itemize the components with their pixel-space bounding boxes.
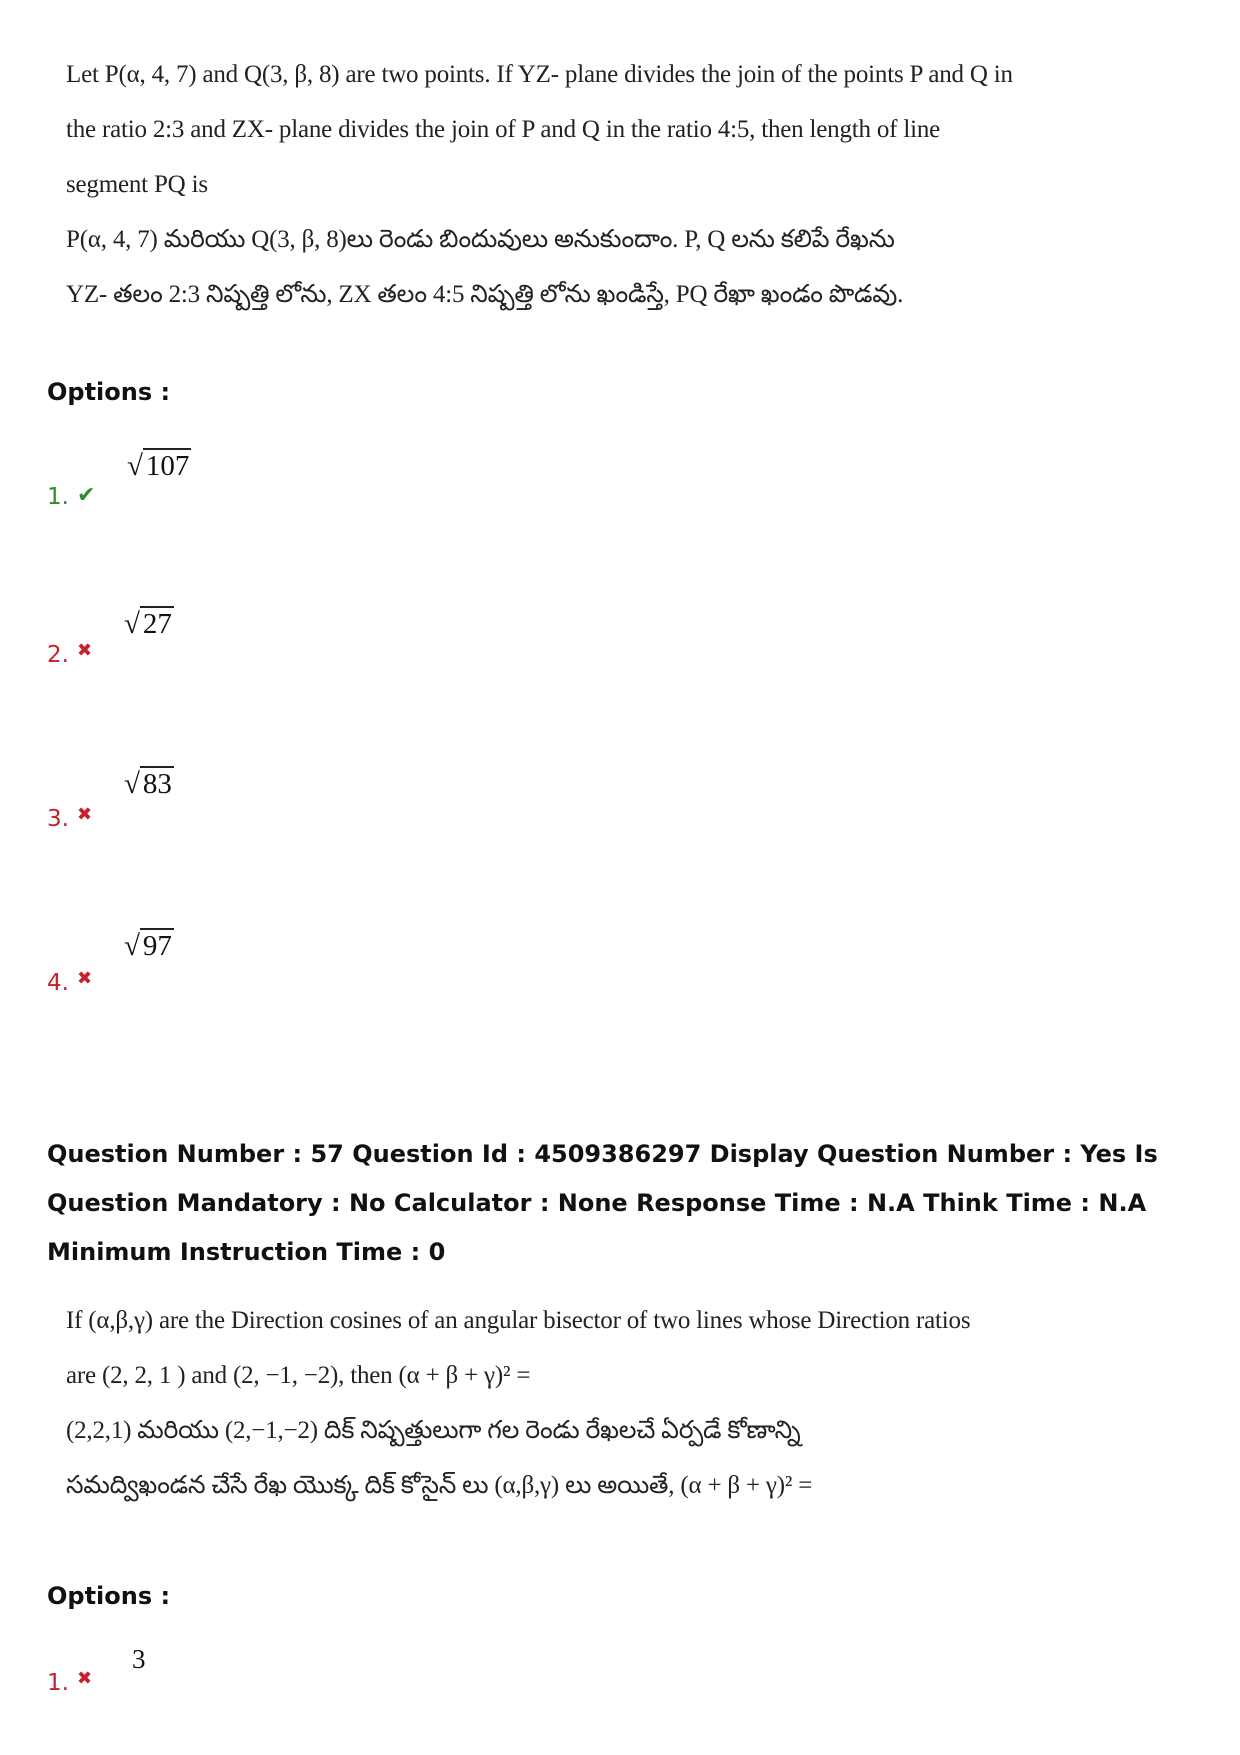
sqrt-icon: √	[124, 768, 140, 800]
question-line: If (α,β,γ) are the Direction cosines of an angular bisector of two lines whose Direction ratios	[66, 1307, 971, 1334]
option-value	[124, 768, 174, 801]
radicand: 97	[140, 928, 174, 962]
question-line-telugu: P(α, 4, 7) మరియు Q(3, β, 8)లు రెండు బిందువులు అనుకుందాం. P, Q లను కలిపే రేఖను	[66, 226, 895, 253]
question-line-telugu: (2,2,1) మరియు (2,−1,−2) దిక్ నిష్పత్తులుగా గల రెండు రేఖలచే ఏర్పడే కోణాన్ని	[66, 1417, 801, 1444]
question-57-text	[66, 1293, 971, 1513]
options-heading: Options :	[47, 1582, 171, 1610]
question-56-text	[66, 47, 1013, 322]
sqrt-icon: √	[127, 450, 143, 482]
question-line-telugu: YZ- తలం 2:3 నిష్పత్తి లోను, ZX తలం 4:5 నిష్పత్తి లోను ఖండిస్తే, PQ రేఖా ఖండం పొడవు.	[66, 281, 904, 308]
sqrt-icon: √	[124, 608, 140, 640]
cross-icon: ✖	[77, 1668, 93, 1689]
option-number: 1.	[47, 484, 69, 510]
option-number: 1.	[47, 1670, 69, 1696]
option-value	[127, 450, 191, 483]
question-metadata: Question Number : 57 Question Id : 4509386297 Display Question Number : Yes Is Question Mandatory : No Calculator : None Response Time : N.A Think Time : N.A Minimum Instruction Time : 0	[47, 1140, 1158, 1266]
option-number: 4.	[47, 970, 69, 996]
question-line: segment PQ is	[66, 171, 208, 198]
cross-icon: ✖	[77, 804, 93, 825]
option-value: 3	[132, 1644, 146, 1674]
options-heading: Options :	[47, 378, 171, 406]
option-value	[124, 608, 174, 641]
question-line: the ratio 2:3 and ZX- plane divides the join of P and Q in the ratio 4:5, then length of line	[66, 116, 941, 143]
cross-icon: ✖	[77, 640, 93, 661]
question-line: Let P(α, 4, 7) and Q(3, β, 8) are two points. If YZ- plane divides the join of the points P and Q in	[66, 61, 1013, 88]
option-number: 3.	[47, 806, 69, 832]
radicand: 27	[140, 606, 174, 640]
cross-icon: ✖	[77, 968, 93, 989]
radicand: 107	[143, 448, 192, 482]
check-icon: ✔	[77, 483, 96, 508]
option-value	[124, 930, 174, 963]
radicand: 83	[140, 766, 174, 800]
sqrt-icon: √	[124, 930, 140, 962]
option-number: 2.	[47, 642, 69, 668]
question-line-telugu: సమద్విఖండన చేసే రేఖ యొక్క దిక్ కోసైన్ లు (α,β,γ) లు అయితే, (α + β + γ)² =	[66, 1472, 813, 1499]
question-line: are (2, 2, 1 ) and (2, −1, −2), then (α + β + γ)² =	[66, 1362, 531, 1389]
